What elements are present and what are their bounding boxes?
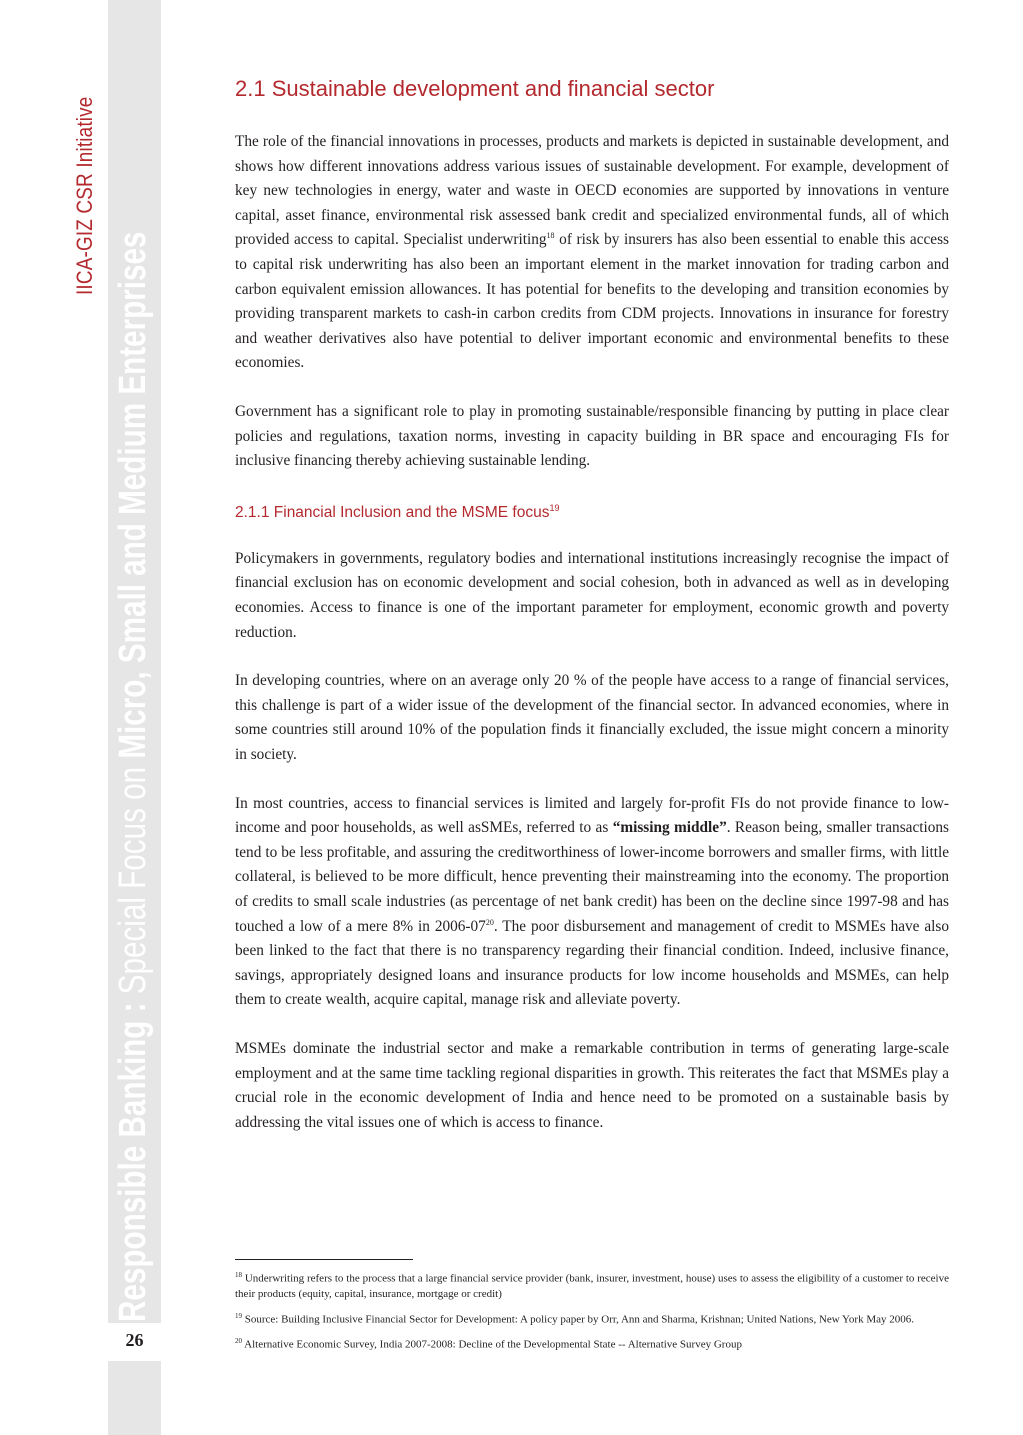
footnote-text: Alternative Economic Survey, India 2007-2008: Decline of the Developmental State -- Alternative Survey Group [242,1338,742,1351]
book-title [110,66,156,1322]
subsection-paragraph-4: MSMEs dominate the industrial sector and make a remarkable contribution in terms of generating large-scale employment and at the same time tackling regional disparities in growth. This reiterates the fact that MSMEs play a crucial role in the economic development of India and hence need to be promoted on a sustainable basis by addressing the vital issues one of which is access to finance. [235,1039,949,1131]
footnote [235,1334,949,1353]
sidebar [0,0,161,1435]
footnote-number: 19 [235,1311,242,1320]
subsection-paragraph-1: Policymakers in governments, regulatory bodies and international institutions increasingly recognise the impact of financial exclusion has on economic development and social cohesion, both in advanced as well as in developing economies. Access to finance is one of the important parameter for employment, economic growth and poverty reduction. [235,549,949,641]
section-title: 2.1 Sustainable development and financial sector [235,76,715,101]
book-title-part-1: Responsible Banking : [112,994,154,1322]
footnotes [235,1268,949,1359]
paragraph-text: of risk by insurers has also been essential to enable this access to capital risk underwriting has also been an important element in the market innovation for trading carbon and carbon equivalent emission allowances. It has potential for benefits to the developing and transition economies by providing transparent markets to cash-in carbon credits from CDM projects. Innovations in insurance for forestry and weather derivatives also have potential to deliver important economic and environmental benefits to these economies. [235,231,949,372]
section-paragraph-1 [235,130,949,376]
paragraph-text: The role of the financial innovations in processes, products and markets is depicted in sustainable development, and shows how different innovations address various issues of sustainable development. For example, development of key new technologies in energy, water and waste in OECD economies are supported by innovations in venture capital, asset finance, environmental risk assessed bank credit and specialized environmental funds, all of which provided access to capital. Specialist underwriting [235,133,949,249]
subsection-title-text: 2.1.1 Financial Inclusion and the MSME focus [235,503,550,521]
initiative-label: IICA-GIZ CSR Initiative [72,96,97,295]
footnote-ref: 20 [485,917,494,927]
footnote-number: 20 [235,1336,242,1345]
section-paragraph-2: Government has a significant role to play in promoting sustainable/responsible financing by putting in place clear policies and regulations, taxation norms, investing in capacity building in BR space and encouraging FIs for inclusive financing thereby achieving sustainable lending. [235,402,949,470]
book-title-part-2: Special Focus on [112,758,154,995]
main-content [235,74,949,1159]
footnote-text: Underwriting refers to the process that a large financial service provider (bank, insurer, investment, house) uses to assess the eligibility of a customer to receive their products (equity, capital, insurance, mortgage or credit) [235,1272,949,1301]
paragraph-text: . Reason being, smaller transactions tend to be less profitable, and assuring the creditworthiness of lower-income borrowers and smaller firms, with little collateral, is believed to be more difficult, hence preventing their mainstreaming into the economy. The proportion of credits to small scale industries (as percentage of net bank credit) has been on the decline since 1997-98 and has touched a low of a mere 8% in 2006-07 [235,819,949,935]
footnote-text: Source: Building Inclusive Financial Sector for Development: A policy paper by Orr, Ann and Sharma, Krishnan; United Nations, New York May 2006. [242,1313,914,1326]
footnote [235,1268,949,1303]
footnote-ref: 19 [549,502,560,513]
emphasis-text: “missing middle” [612,819,727,837]
subsection-title [235,498,949,523]
subsection-paragraph-2: In developing countries, where on an average only 20 % of the people have access to a range of financial services, this challenge is part of a wider issue of the development of the financial sector. In advanced economies, where in some countries still around 10% of the population finds it financially excluded, the issue might concern a minority in society. [235,672,949,764]
footnote-number: 18 [235,1271,242,1279]
page-number: 26 [125,1330,144,1350]
footnote-ref: 18 [546,231,555,241]
book-title-part-3: Micro, Small and Medium Enterprises [112,231,154,759]
paragraph-text: . The poor disbursement and management of credit to MSMEs have also been linked to the fact that there is no transparency regarding their financial condition. Indeed, inclusive finance, savings, appropriately designed loans and insurance products for low income households and MSMEs, can help them to create wealth, acquire capital, manage risk and alleviate poverty. [235,917,949,1009]
subsection-paragraph-3 [235,792,949,1013]
footnote-divider [235,1259,413,1260]
paragraph-text: In most countries, access to financial services is limited and largely for-profit FIs do not provide finance to low-income and poor households, as well asSMEs, referred to as [235,794,949,837]
footnote [235,1309,949,1328]
